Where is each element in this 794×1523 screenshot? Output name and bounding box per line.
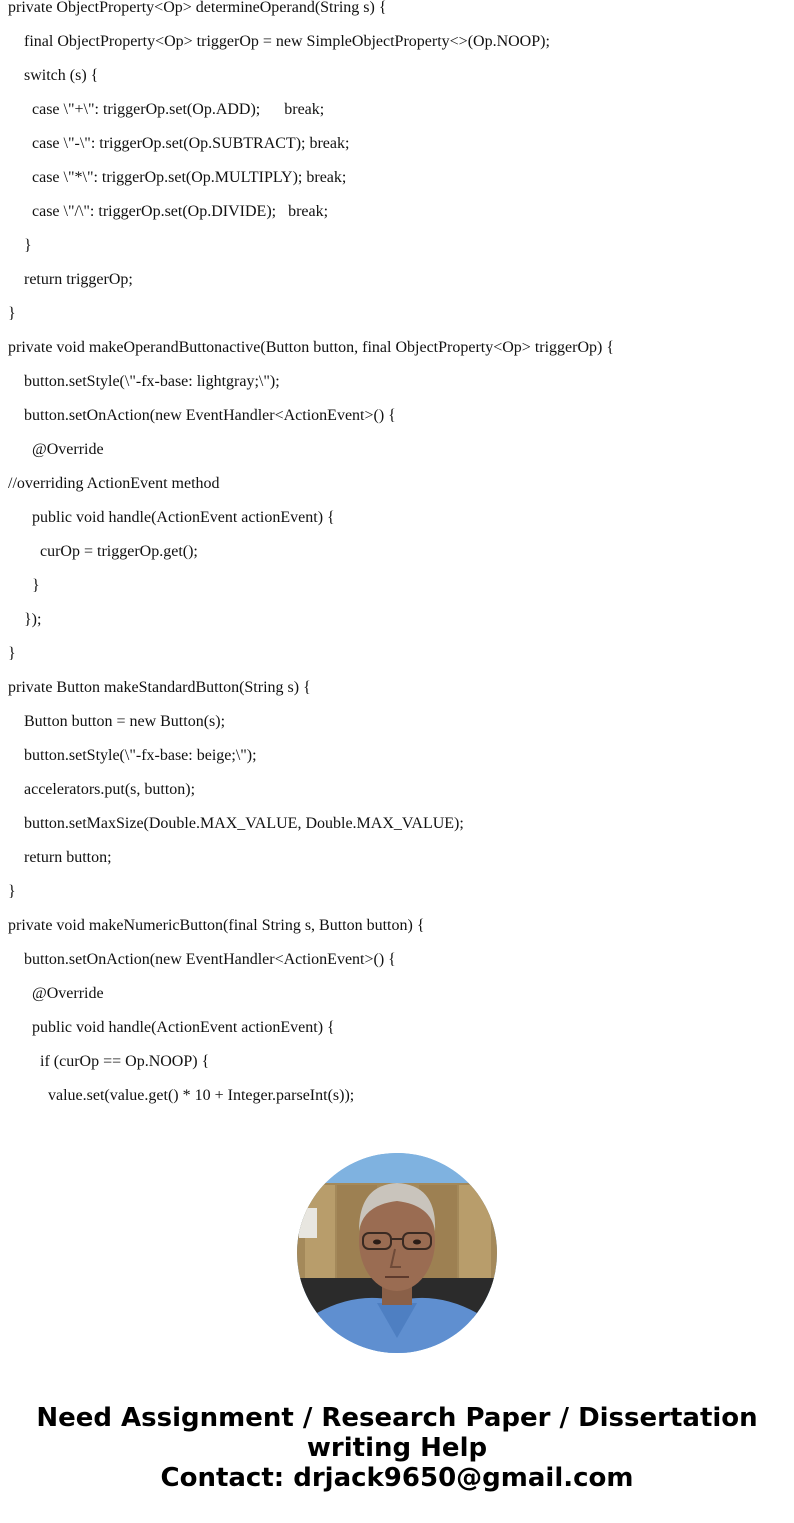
- code-line: button.setMaxSize(Double.MAX_VALUE, Double.MAX_VALUE);: [24, 815, 464, 832]
- code-line: @Override: [32, 441, 104, 458]
- code-line: return button;: [24, 849, 112, 866]
- code-line: if (curOp == Op.NOOP) {: [40, 1053, 210, 1070]
- code-line: public void handle(ActionEvent actionEvent) {: [32, 1019, 335, 1036]
- code-line: button.setOnAction(new EventHandler<ActionEvent>() {: [24, 951, 396, 968]
- code-line: case \"*\": triggerOp.set(Op.MULTIPLY); break;: [32, 169, 347, 186]
- code-line: public void handle(ActionEvent actionEvent) {: [32, 509, 335, 526]
- banner-line-2: writing Help: [306, 1433, 488, 1463]
- code-line: Button button = new Button(s);: [24, 713, 226, 730]
- person-portrait-icon: [297, 1153, 497, 1353]
- code-line: accelerators.put(s, button);: [24, 781, 196, 798]
- code-line: switch (s) {: [24, 67, 99, 84]
- code-line: button.setOnAction(new EventHandler<ActionEvent>() {: [24, 407, 396, 424]
- code-line: }: [8, 305, 16, 322]
- code-line: return triggerOp;: [24, 271, 133, 288]
- code-line: private Button makeStandardButton(String s) {: [8, 679, 311, 696]
- code-line: value.set(value.get() * 10 + Integer.parseInt(s));: [48, 1087, 355, 1104]
- code-line: case \"-\": triggerOp.set(Op.SUBTRACT); break;: [32, 135, 350, 152]
- code-line: //overriding ActionEvent method: [8, 475, 220, 492]
- code-line: case \"+\": triggerOp.set(Op.ADD); break;: [32, 101, 325, 118]
- code-line: curOp = triggerOp.get();: [40, 543, 198, 560]
- code-line: }: [24, 237, 32, 254]
- code-line: }: [8, 645, 16, 662]
- code-line: @Override: [32, 985, 104, 1002]
- code-line: final ObjectProperty<Op> triggerOp = new SimpleObjectProperty<>(Op.NOOP);: [24, 33, 550, 50]
- banner-line-1: Need Assignment / Research Paper / Dissertation: [36, 1403, 758, 1433]
- code-line: case \"/\": triggerOp.set(Op.DIVIDE); break;: [32, 203, 329, 220]
- code-line: button.setStyle(\"-fx-base: beige;\");: [24, 747, 257, 764]
- code-line: private ObjectProperty<Op> determineOperand(String s) {: [8, 0, 387, 16]
- code-line: private void makeOperandButtonactive(Button button, final ObjectProperty<Op> triggerOp) {: [8, 339, 615, 356]
- code-line: private void makeNumericButton(final String s, Button button) {: [8, 917, 425, 934]
- contact-banner: [0, 1403, 794, 1493]
- contact-email: Contact: drjack9650@gmail.com: [160, 1463, 634, 1493]
- author-avatar: [297, 1153, 497, 1353]
- code-line: }: [8, 883, 16, 900]
- code-line: }: [32, 577, 40, 594]
- code-line: button.setStyle(\"-fx-base: lightgray;\");: [24, 373, 280, 390]
- code-line: });: [24, 611, 42, 628]
